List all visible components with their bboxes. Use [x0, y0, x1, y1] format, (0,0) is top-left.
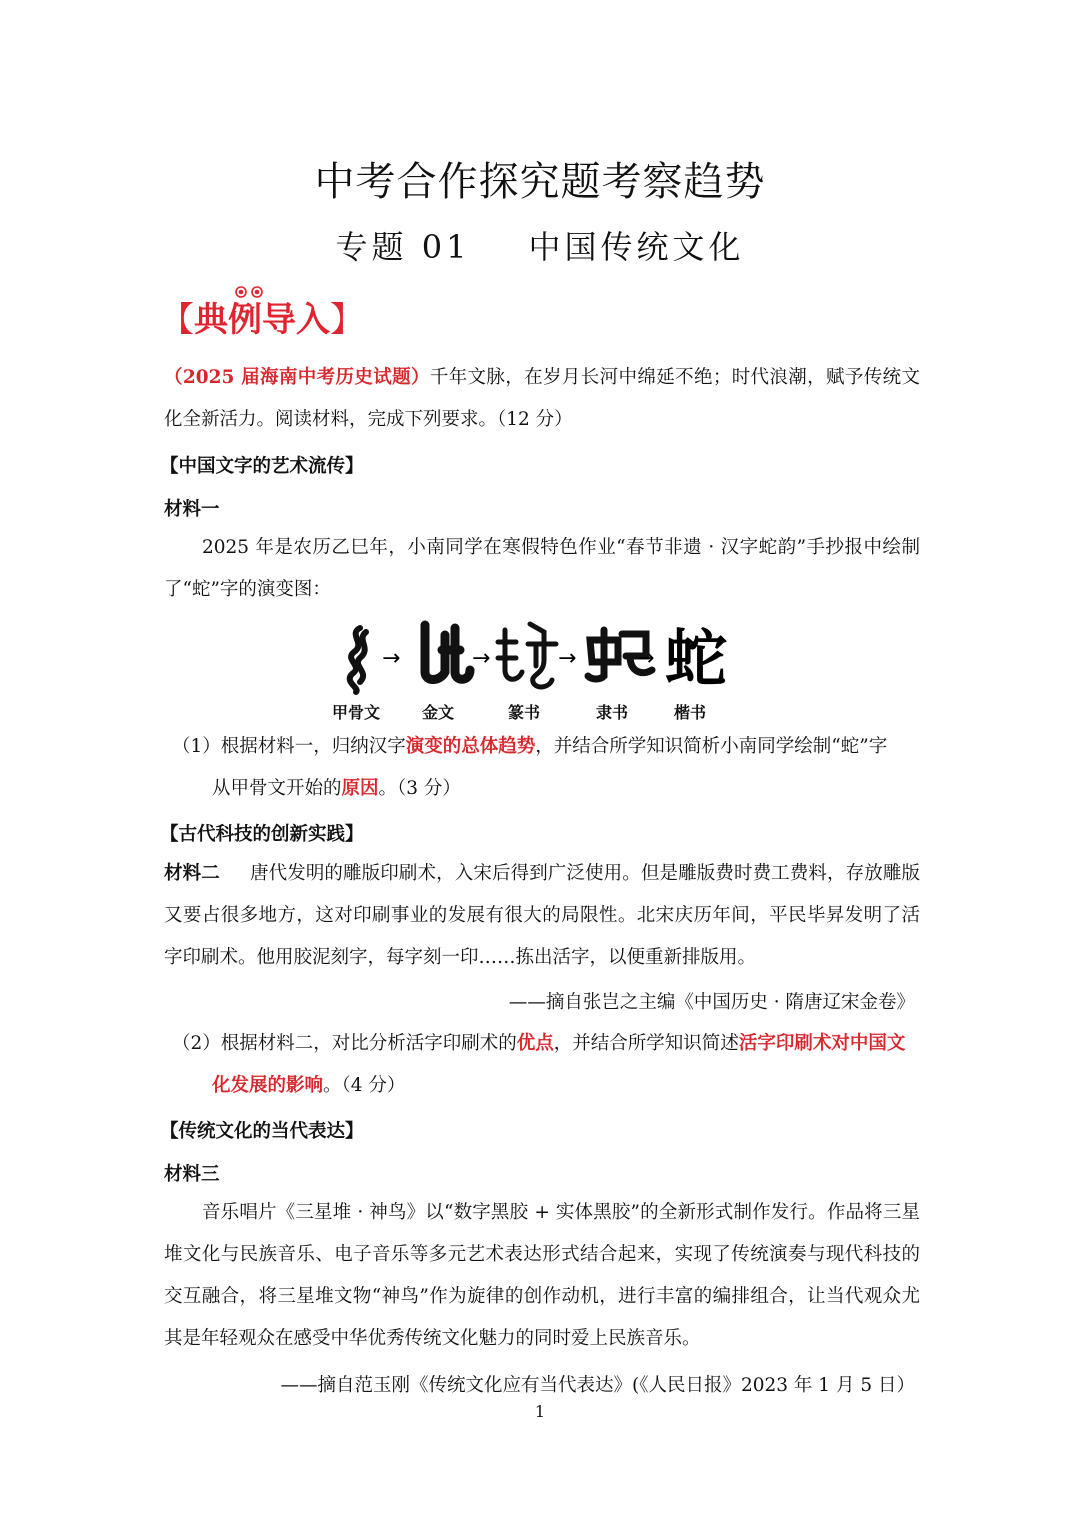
- q1-text-a: （1）根据材料一，归纳汉字: [172, 736, 406, 757]
- label-clerical-script: 隶书: [596, 703, 629, 722]
- seal-script-glyph: [498, 624, 556, 687]
- q2-keyword-impact-a: 活字印刷术对中国文: [738, 1033, 906, 1054]
- q1-keyword-trend: 演变的总体趋势: [405, 736, 536, 757]
- arrow-icon: →: [472, 646, 491, 671]
- question-2: [172, 1023, 920, 1107]
- section-heading-1: 【中国文字的艺术流传】: [160, 456, 364, 477]
- material-3-label: 材料三: [164, 1164, 220, 1185]
- label-oracle-bone: 甲骨文: [332, 703, 381, 722]
- q2-score: 。（4 分）: [323, 1075, 406, 1096]
- oracle-bone-glyph: [350, 628, 366, 692]
- question-source: （2025 届海南中考历史试题）: [164, 367, 430, 388]
- material-1-label: 材料一: [164, 499, 220, 520]
- bronze-glyph: [425, 625, 470, 680]
- material-2-label: 材料二: [164, 863, 220, 884]
- tag-text: 典例导入: [194, 300, 330, 340]
- section-tag-example: [160, 292, 364, 341]
- material-3-text: 音乐唱片《三星堆 · 神鸟》以“数字黑胶 + 实体黑胶”的全新形式制作发行。作品将三星堆文化与民族音乐、电子音乐等多元艺术表达形式结合起来，实现了传统演奏与现代科技的交互融合，将三星堆文物“神鸟”作为旋律的创作动机，进行丰富的编排组合，让当代观众尤其是年轻观众在感受中华优秀传统文化魅力的同时爱上民族音乐。: [164, 1202, 920, 1349]
- section-heading-2: 【古代科技的创新实践】: [160, 824, 364, 845]
- intro-paragraph: [164, 357, 920, 441]
- q2-text-c: ，并结合所学知识简述: [553, 1033, 739, 1054]
- q1-score: 。（3 分）: [378, 778, 461, 799]
- tag-bracket-open: 【: [160, 300, 194, 340]
- subtitle-topic-number: 专题 01: [335, 228, 471, 266]
- material-3-source: ——摘自范玉刚《传统文化应有当代表达》(《人民日报》2023 年 1 月 5 日）: [280, 1375, 915, 1396]
- question-1: [172, 726, 920, 810]
- label-seal-script: 篆书: [508, 703, 541, 722]
- regular-script-glyph: 蛇: [665, 622, 728, 695]
- material-2-source: ——摘自张岂之主编《中国历史 · 隋唐辽宋金卷》: [508, 992, 915, 1013]
- q1-text-c: ，并结合所学知识简析小南同学绘制“蛇”字: [535, 736, 888, 757]
- material-2-text: 唐代发明的雕版印刷术，入宋后得到广泛使用。但是雕版费时费工费料，存放雕版又要占很多地方，这对印刷事业的发展有很大的局限性。北宋庆历年间，平民毕昇发明了活字印刷术。他用胶泥刻字，每字刻一印……拣出活字，以便重新排版用。: [164, 863, 920, 968]
- q2-keyword-advantage: 优点: [516, 1033, 554, 1054]
- intro-text: 千年文脉，在岁月长河中绵延不绝；时代浪潮，赋予传统文化全新活力。阅读材料，完成下列要求。（12 分）: [164, 367, 920, 430]
- material-2-block: [164, 853, 920, 979]
- label-bronze: 金文: [422, 703, 455, 722]
- material-1-text: 2025 年是农历乙巳年，小南同学在寒假特色作业“春节非遗 · 汉字蛇韵”手抄报中绘制了“蛇”字的演变图：: [164, 537, 920, 600]
- arrow-icon: →: [558, 646, 577, 671]
- page-number: 1: [534, 1402, 546, 1421]
- page-title: 中考合作探究题考察趋势: [314, 159, 766, 205]
- subtitle-topic-name: 中国传统文化: [528, 228, 745, 266]
- q2-text-a: （2）根据材料二，对比分析活字印刷术的: [172, 1033, 517, 1054]
- section-heading-3: 【传统文化的当代表达】: [160, 1121, 364, 1142]
- q1-text-d: 从甲骨文开始的: [212, 778, 342, 799]
- arrow-icon: →: [636, 646, 655, 671]
- label-regular-script: 楷书: [674, 703, 707, 722]
- page-subtitle: [0, 222, 1080, 268]
- tag-bracket-close: 】: [330, 300, 364, 340]
- arrow-icon: →: [382, 646, 401, 671]
- q1-keyword-reason: 原因: [341, 778, 379, 799]
- q2-keyword-impact-b: 化发展的影响: [212, 1075, 324, 1096]
